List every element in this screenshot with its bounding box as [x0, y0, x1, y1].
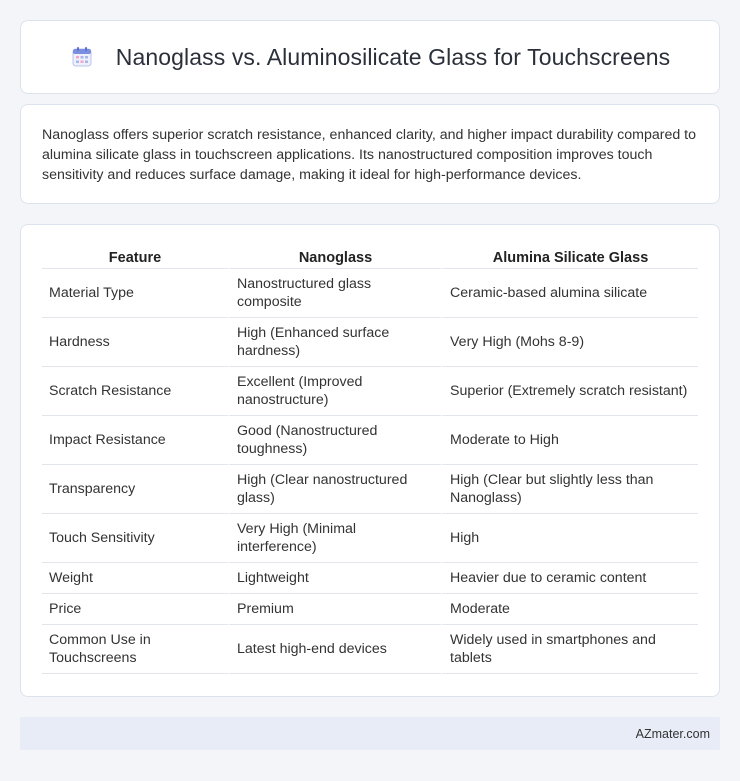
nanoglass-cell: Premium [228, 594, 441, 625]
alumina-silicate-cell: Heavier due to ceramic content [441, 563, 698, 594]
table-row [42, 625, 698, 674]
nanoglass-cell: Nanostructured glass composite [228, 269, 441, 318]
alumina-silicate-cell: Moderate to High [441, 416, 698, 465]
table-row [42, 465, 698, 514]
feature-cell: Hardness [42, 318, 228, 367]
alumina-silicate-cell: Ceramic-based alumina silicate [441, 269, 698, 318]
table-row [42, 416, 698, 465]
table-header-row [42, 244, 698, 269]
nanoglass-cell: Lightweight [228, 563, 441, 594]
nanoglass-cell: Good (Nanostructured toughness) [228, 416, 441, 465]
feature-cell: Common Use in Touchscreens [42, 625, 228, 674]
feature-cell: Touch Sensitivity [42, 514, 228, 563]
title-card [20, 20, 720, 94]
footer [20, 717, 720, 750]
table-row [42, 594, 698, 625]
column-header-nanoglass: Nanoglass [228, 244, 441, 269]
alumina-silicate-cell: High [441, 514, 698, 563]
nanoglass-cell: High (Clear nanostructured glass) [228, 465, 441, 514]
feature-cell: Material Type [42, 269, 228, 318]
feature-cell: Weight [42, 563, 228, 594]
nanoglass-cell: High (Enhanced surface hardness) [228, 318, 441, 367]
calendar-icon [70, 45, 94, 69]
column-header-alumina-silicate: Alumina Silicate Glass [441, 244, 698, 269]
column-header-feature: Feature [42, 244, 228, 269]
nanoglass-cell: Latest high-end devices [228, 625, 441, 674]
page-title: Nanoglass vs. Aluminosilicate Glass for Touchscreens [115, 43, 671, 70]
comparison-table [42, 244, 698, 674]
alumina-silicate-cell: Moderate [441, 594, 698, 625]
feature-cell: Transparency [42, 465, 228, 514]
nanoglass-cell: Excellent (Improved nanostructure) [228, 367, 441, 416]
feature-cell: Price [42, 594, 228, 625]
alumina-silicate-cell: Very High (Mohs 8-9) [441, 318, 698, 367]
alumina-silicate-cell: Superior (Extremely scratch resistant) [441, 367, 698, 416]
table-row [42, 318, 698, 367]
feature-cell: Impact Resistance [42, 416, 228, 465]
summary-card [20, 104, 720, 204]
summary-text: Nanoglass offers superior scratch resistance, enhanced clarity, and higher impact durability compared to alumina silicate glass in touchscreen applications. Its nanostructured composition improves touch sensitivity and reduces surface damage, making it ideal for high-performance devices. [42, 127, 697, 183]
feature-cell: Scratch Resistance [42, 367, 228, 416]
footer-brand: AZmater.com [635, 726, 710, 741]
table-row [42, 367, 698, 416]
table-row [42, 269, 698, 318]
alumina-silicate-cell: Widely used in smartphones and tablets [441, 625, 698, 674]
table-row [42, 514, 698, 563]
comparison-table-card [20, 224, 720, 697]
alumina-silicate-cell: High (Clear but slightly less than Nanoglass) [441, 465, 698, 514]
nanoglass-cell: Very High (Minimal interference) [228, 514, 441, 563]
table-row [42, 563, 698, 594]
